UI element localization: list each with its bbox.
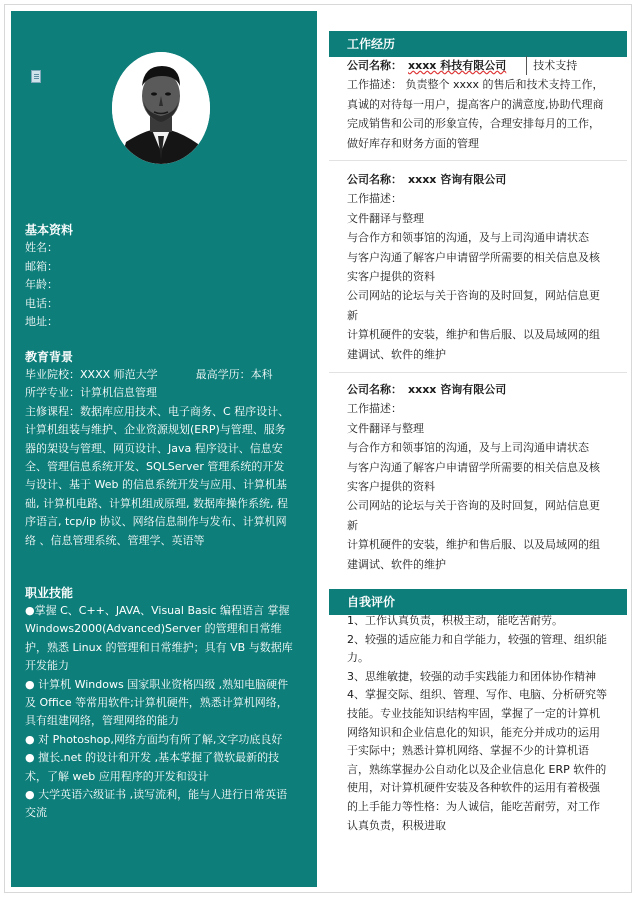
education-title: 教育背景: [25, 350, 74, 364]
age-field: 年龄：: [25, 278, 58, 291]
job-line: 工作描述：: [347, 192, 402, 206]
job-line: 工作描述：: [347, 402, 402, 416]
evaluation-section-header: 自我评价: [329, 589, 627, 615]
job-line: 与客户沟通了解客户申请留学所需要的相关信息及核实客户提供的资料: [347, 460, 600, 494]
school-row: [25, 366, 293, 384]
job-line: 与合作方和领事馆的沟通，及与上司沟通申请状态: [347, 231, 589, 245]
job-role: 技术支持: [526, 56, 577, 75]
evaluation-item: 1、工作认真负责，积极主动，能吃苦耐劳。: [347, 614, 563, 627]
job-description: 工作描述： 负责整个 xxxx 的售后和技术支持工作，真诚的对待每一用户，提高客户的满意度,协助代理商完成销售和公司的形象宣传，合理安排每月的工作，做好库存和财务方面的管理: [347, 78, 604, 150]
email-field: 邮箱：: [25, 259, 58, 273]
name-field: 姓名：: [25, 241, 58, 254]
company-name: xxxx 咨询有限公司: [408, 173, 507, 186]
basic-info-title: 基本资料: [25, 223, 74, 237]
education-block: [25, 366, 293, 550]
job-line: 计算机硬件的安装，维护和售后服、以及局域网的组建调试、软件的维护: [347, 328, 600, 361]
evaluation-item: 2、较强的适应能力和自学能力，较强的管理、组织能力。: [347, 632, 607, 665]
evaluation-list: [347, 612, 609, 835]
company-line: [347, 170, 609, 189]
school-line: 毕业院校：XXXX 师范大学: [25, 368, 158, 381]
company-name: xxxx 咨询有限公司: [408, 383, 507, 396]
skill-item: ●掌握 C、C++、JAVA、Visual Basic 编程语言 掌握 Windows2000(Advanced)Server 的管理和日常维护，熟悉 Linux 的管理和日常维护；具有 VB 与数据库开发能力: [25, 604, 293, 673]
document-icon: [31, 70, 41, 83]
job-line: 文件翻译与整理: [347, 211, 424, 225]
divider: [329, 372, 627, 373]
job-entry: [347, 170, 609, 364]
skills-title: 职业技能: [25, 586, 74, 600]
job-entry: [347, 56, 609, 153]
address-field: 地址：: [25, 315, 58, 328]
work-section-header: 工作经历: [329, 31, 627, 57]
company-label: 公司名称：: [347, 383, 402, 396]
skill-item: ● 大学英语六级证书 ,读写流利，能与人进行日常英语交流: [25, 788, 288, 820]
job-line: 计算机硬件的安装，维护和售后服、以及局域网的组建调试、软件的维护: [347, 538, 600, 571]
company-label: 公司名称：: [347, 173, 402, 186]
avatar-portrait: [112, 52, 210, 164]
job-line: 文件翻译与整理: [347, 421, 424, 435]
company-line: [347, 56, 609, 75]
avatar: [112, 52, 210, 164]
evaluation-item: 3、思维敏捷，较强的动手实践能力和团体协作精神: [347, 669, 596, 683]
evaluation-item: 4、掌握交际、组织、管理、写作、电脑、分析研究等技能。专业技能知识结构牢固，掌握了一定的计算机网络知识和企业信息化的知识，能充分并成功的运用于实际中；熟悉计算机网络、掌握不少的计算机语言，熟练掌握办公自动化以及企业信息化 ERP 软件的使用，对计算机硬件安装及各种软件的运用有着极强的上手能力等性格：为人诚信，能吃苦耐劳，对工作认真负责，积极进取: [347, 688, 607, 832]
job-line: 公司网站的论坛与关于咨询的及时回复，网站信息更新: [347, 289, 600, 322]
skill-item: ● 对 Photoshop,网络方面均有所了解,文字功底良好: [25, 732, 283, 746]
job-line: 与合作方和领事馆的沟通，及与上司沟通申请状态: [347, 441, 589, 455]
major-line: 所学专业：计算机信息管理: [25, 386, 157, 400]
skill-item: ● 计算机 Windows 国家职业资格四级 ,熟知电脑硬件及 Office 等常用软件;计算机硬件，熟悉计算机网络，具有组建网络，管理网络的能力: [25, 677, 289, 728]
company-label: 公司名称：: [347, 59, 402, 72]
company-line: [347, 380, 609, 399]
divider: [329, 160, 627, 161]
job-entry: [347, 380, 609, 574]
job-line: 公司网站的论坛与关于咨询的及时回复，网站信息更新: [347, 499, 600, 532]
company-name: xxxx 科技有限公司: [408, 59, 507, 72]
courses-text: 主修课程：数据库应用技术、电子商务、C 程序设计、计算机组装与维护、企业资源规划(ERP)与管理、服务器的架设与管理、网页设计、Java 程序设计、信息安全、管理信息系统开发、SQLServer 管理系统的开发与设计、基于 Web 的信息系统开发与应用、计算机基础, 计算机电路、计算机组成原理, 数据库操作系统, 程序语言, tcp/ip 协议、网络信息制作与发布、计算机网络 、信息管理系统、管理学、英语等: [25, 404, 290, 547]
degree-line: 最高学历：本科: [195, 368, 273, 381]
skills-list: [25, 602, 293, 823]
skill-item: ● 擅长.net 的设计和开发 ,基本掌握了微软最新的技术，了解 web 应用程序的开发和设计: [25, 751, 280, 783]
phone-field: 电话：: [25, 296, 58, 310]
job-line: 与客户沟通了解客户申请留学所需要的相关信息及核实客户提供的资料: [347, 250, 600, 284]
